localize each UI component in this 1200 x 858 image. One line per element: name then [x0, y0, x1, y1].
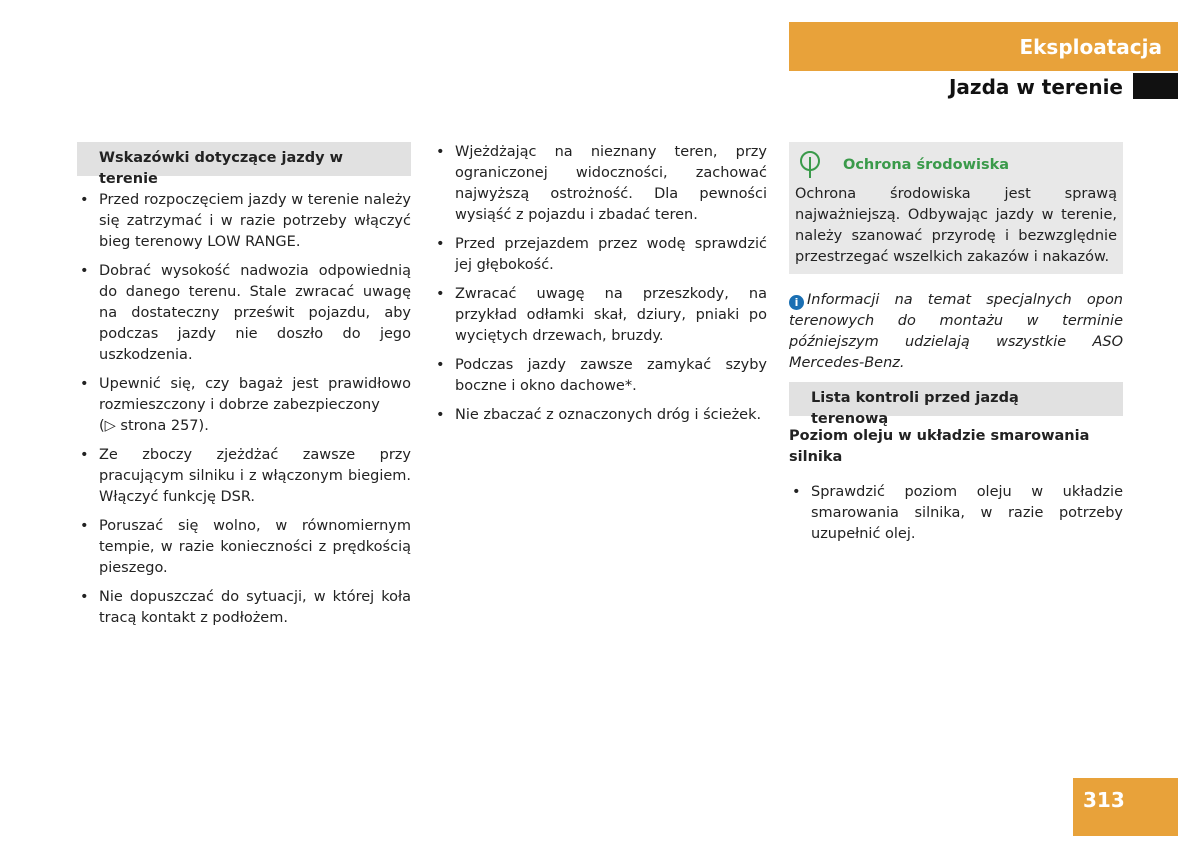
list-item: • Dobrać wysokość nadwozia odpowiednią do danego terenu. Stale zwracać uwagę na dostateczny prześwit pojazdu, aby podczas jazdy nie doszło do jego uszkodzenia.: [77, 261, 411, 366]
tree-icon: [795, 150, 825, 180]
column-middle: [433, 142, 767, 434]
offroad-precautions-list: [433, 142, 767, 426]
list-item: • Poruszać się wolno, w równomiernym tempie, w razie konieczności z prędkością pieszego.: [77, 516, 411, 579]
list-item: • Sprawdzić poziom oleju w układzie smarowania silnika, w razie potrzeby uzupełnić olej.: [789, 482, 1123, 545]
info-icon: i: [789, 295, 804, 310]
subtitle-marker: [1133, 73, 1178, 99]
list-item: • Przed rozpoczęciem jazdy w terenie należy się zatrzymać i w razie potrzeby włączyć bieg terenowy LOW RANGE.: [77, 190, 411, 253]
list-item: • Podczas jazdy zawsze zamykać szyby boczne i okno dachowe*.: [433, 355, 767, 397]
section-title: Eksploatacja: [1019, 34, 1162, 59]
list-item: • Przed przejazdem przez wodę sprawdzić jej głębokość.: [433, 234, 767, 276]
list-item: • Nie zbaczać z oznaczonych dróg i ścieżek.: [433, 405, 767, 426]
list-item-text: Upewnić się, czy bagaż jest prawidłowo rozmieszczony i dobrze zabezpieczony: [99, 376, 411, 413]
info-note: [789, 290, 1123, 374]
oil-check-list: [789, 482, 1123, 545]
list-item: • Zwracać uwagę na przeszkody, na przykład odłamki skał, dziury, pniaki po wyciętych drzewach, bruzdy.: [433, 284, 767, 347]
offroad-tips-list: [77, 190, 411, 629]
info-text: Informacji na temat specjalnych opon terenowych do montażu w terminie późniejszym udzielają wszystkie ASO Mercedes-Benz.: [789, 292, 1123, 371]
page-subtitle: Jazda w terenie: [948, 75, 1123, 99]
list-item: • Wjeżdżając na nieznany teren, przy ograniczonej widoczności, zachować najwyższą ostrożność. Dla pewności wysiąść z pojazdu i zbadać teren.: [433, 142, 767, 226]
list-item: [77, 374, 411, 437]
section-tab: [789, 22, 1178, 71]
environment-text: Ochrona środowiska jest sprawą najważniejszą. Odbywając jazdy w terenie, należy szanować przyrodę i bezwzględnie przestrzegać wszelkich zakazów i nakazów.: [795, 186, 1117, 265]
page-reference-link[interactable]: (▷ strona 257).: [99, 418, 209, 434]
oil-level-heading: Poziom oleju w układzie smarowania silnika: [789, 428, 1090, 465]
offroad-tips-heading: Wskazówki dotyczące jazdy w terenie: [77, 142, 411, 176]
list-item: • Ze zboczy zjeżdżać zawsze przy pracującym silniku i z włączonym biegiem. Włączyć funkcję DSR.: [77, 445, 411, 508]
environment-note: [789, 142, 1123, 274]
column-left: [77, 142, 411, 637]
environment-title: Ochrona środowiska: [843, 156, 1010, 173]
checklist-heading: Lista kontroli przed jazdą terenową: [789, 382, 1123, 416]
column-right: [789, 142, 1123, 553]
list-item: • Nie dopuszczać do sytuacji, w której koła tracą kontakt z podłożem.: [77, 587, 411, 629]
page-number: 313: [1073, 778, 1178, 836]
